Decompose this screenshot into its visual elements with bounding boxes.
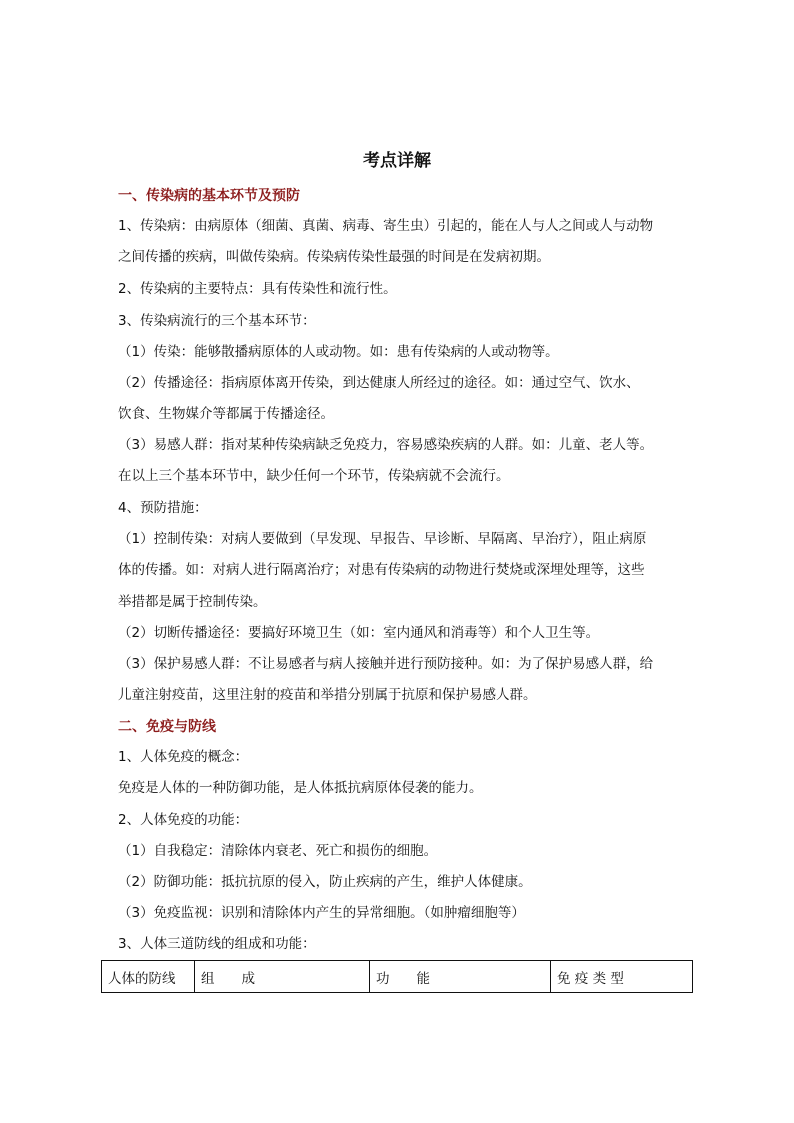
- paragraph-line: 免疫是人体的一种防御功能，是人体抵抗病原体侵袭的能力。: [118, 780, 483, 796]
- paragraph-line: （1）传染：能够散播病原体的人或动物。如：患有传染病的人或动物等。: [118, 344, 559, 360]
- table-header-cell: 功 能: [370, 961, 551, 993]
- paragraph-line: 举措都是属于控制传染。: [118, 594, 267, 610]
- section-heading-1: 一、传染病的基本环节及预防: [118, 188, 300, 204]
- paragraph-line: （3）免疫监视：识别和清除体内产生的异常细胞。（如肿瘤细胞等）: [118, 905, 525, 921]
- paragraph-line: 儿童注射疫苗，这里注射的疫苗和举措分别属于抗原和保护易感人群。: [118, 687, 537, 703]
- paragraph-line: （2）传播途径：指病原体离开传染，到达健康人所经过的途径。如：通过空气、饮水、: [118, 375, 640, 391]
- paragraph-line: 在以上三个基本环节中，缺少任何一个环节，传染病就不会流行。: [118, 468, 510, 484]
- paragraph-line: （1）自我稳定：清除体内衰老、死亡和损伤的细胞。: [118, 843, 438, 859]
- table-header-cell: 组 成: [195, 961, 370, 993]
- paragraph-line: （3）易感人群：指对某种传染病缺乏免疫力，容易感染疾病的人群。如：儿童、老人等。: [118, 437, 654, 453]
- paragraph-line: 3、人体三道防线的组成和功能：: [118, 936, 316, 952]
- paragraph-line: 饮食、生物媒介等都属于传播途径。: [118, 406, 334, 422]
- section-heading-2: 二、免疫与防线: [118, 719, 216, 735]
- paragraph-line: （3）保护易感人群：不让易感者与病人接触并进行预防接种。如：为了保护易感人群，给: [118, 656, 654, 672]
- table-header-cell: 免 疫 类 型: [551, 961, 693, 993]
- table-header-row: [102, 961, 693, 993]
- paragraph-line: 3、传染病流行的三个基本环节：: [118, 313, 316, 329]
- table-header-cell: 人体的防线: [102, 961, 195, 993]
- page-title: 考点详解: [363, 151, 431, 171]
- paragraph-line: 体的传播。如：对病人进行隔离治疗；对患有传染病的动物进行焚烧或深埋处理等，这些: [118, 562, 645, 578]
- paragraph-line: 1、传染病：由病原体（细菌、真菌、病毒、寄生虫）引起的，能在人与人之间或人与动物: [118, 218, 654, 234]
- paragraph-line: 2、人体免疫的功能：: [118, 812, 249, 828]
- paragraph-line: 1、人体免疫的概念：: [118, 749, 249, 765]
- defense-table: [101, 960, 693, 993]
- paragraph-line: 之间传播的疾病，叫做传染病。传染病传染性最强的时间是在发病初期。: [118, 249, 550, 265]
- paragraph-line: （1）控制传染：对病人要做到（早发现、早报告、早诊断、早隔离、早治疗），阻止病原: [118, 531, 647, 547]
- paragraph-line: 2、传染病的主要特点：具有传染性和流行性。: [118, 281, 397, 297]
- paragraph-line: 4、预防措施：: [118, 500, 208, 516]
- paragraph-line: （2）切断传播途径：要搞好环境卫生（如：室内通风和消毒等）和个人卫生等。: [118, 625, 600, 641]
- paragraph-line: （2）防御功能：抵抗抗原的侵入，防止疾病的产生，维护人体健康。: [118, 874, 532, 890]
